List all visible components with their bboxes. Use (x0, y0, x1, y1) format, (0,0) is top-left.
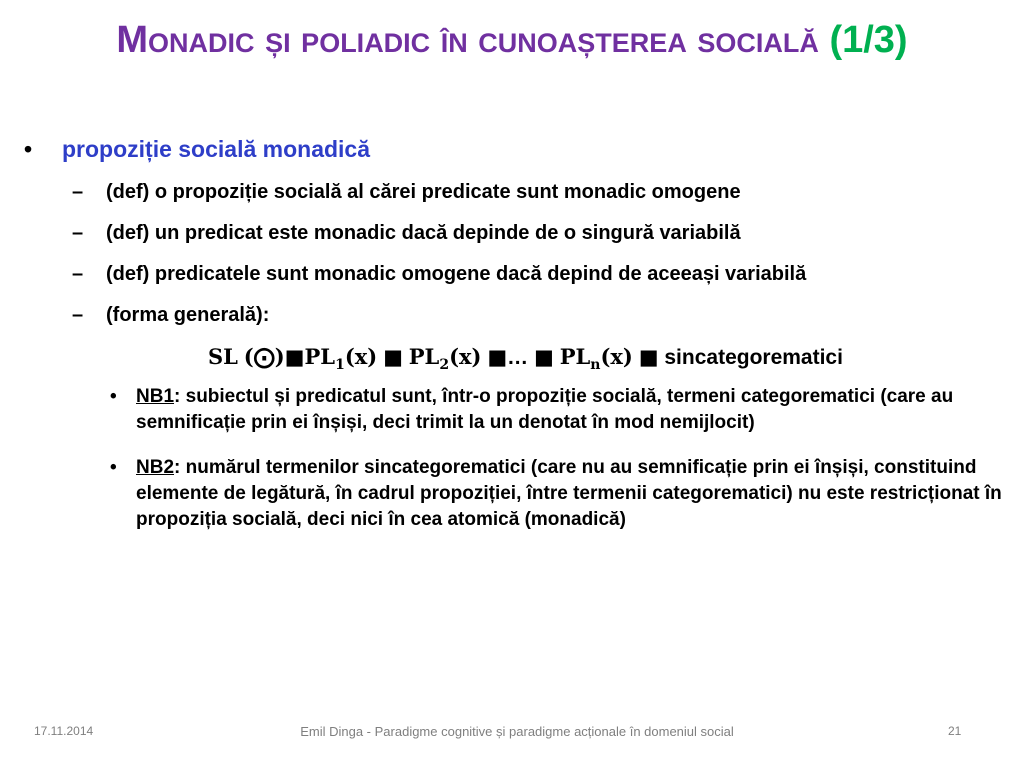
formula-tail: sincategorematici (664, 346, 843, 369)
main-bullet (24, 134, 370, 164)
dash-icon: – (72, 181, 84, 203)
sub-item-definition-2 (72, 220, 741, 246)
main-bullet-text: propoziție socială monadică (62, 136, 371, 162)
formula-pl: PL (559, 344, 591, 369)
square-icon: ■ (487, 345, 508, 369)
bullet-icon: • (110, 457, 117, 478)
page-number: 21 (948, 724, 962, 738)
formula-sub: n (590, 357, 601, 374)
dash-icon: – (72, 222, 84, 244)
formula-x: (x) (449, 344, 482, 369)
sub-item-text: (def) o propoziție socială al cărei predicate sunt monadic omogene (106, 181, 741, 203)
formula-sl: SL (208, 344, 238, 369)
square-icon: ■ (534, 345, 554, 369)
sub-item-text: (def) predicatele sunt monadic omogene dacă depind de aceeași variabilă (106, 263, 807, 285)
sub-item-definition-1 (72, 179, 741, 205)
formula-arg: (⨀) (243, 344, 285, 369)
dash-icon: – (72, 304, 84, 326)
note-label: NB2 (136, 457, 175, 478)
note-nb1 (110, 384, 1010, 436)
note-nb2 (110, 455, 1010, 533)
sub-item-general-form (72, 302, 269, 328)
formula-sub: 2 (439, 357, 450, 374)
note-text: : subiectul și predicatul sunt, într-o propoziție socială, termeni categorematici (care au semnificație prin ei înșiși, deci trimit la un denotat în mod nemijlocit) (136, 386, 954, 433)
formula-pl: PL (304, 344, 336, 369)
formula-dots: … (507, 346, 529, 369)
bullet-icon: • (110, 386, 117, 407)
footer-date: 17.11.2014 (34, 724, 94, 738)
footer-title: Emil Dinga - Paradigme cognitive și paradigme acționale în domeniul social (300, 724, 734, 739)
general-form-formula (208, 342, 843, 380)
title-main: Monadic și poliadic în cunoașterea socială (116, 19, 819, 61)
title-part-indicator: (1/3) (829, 19, 908, 61)
square-icon: ■ (383, 345, 403, 369)
sub-item-text: (forma generală): (106, 304, 270, 326)
sub-item-definition-3 (72, 261, 806, 287)
square-icon: ■ (638, 345, 659, 369)
formula-sub: 1 (335, 357, 345, 374)
bullet-icon: • (24, 136, 33, 162)
formula-x: (x) (344, 344, 378, 369)
square-icon: ■ (284, 345, 305, 369)
formula-x: (x) (600, 344, 633, 369)
slide-title (0, 16, 1024, 64)
note-label: NB1 (136, 386, 175, 407)
note-text: : numărul termenilor sincategorematici (care nu au semnificație prin ei înșiși, constituind elemente de legătură, în cadrul propoziției, între termenii categorematici) nu este restricționat în propoziția socială, deci nici în cea atomică (monadică) (136, 457, 1002, 530)
formula-pl: PL (408, 344, 440, 369)
dash-icon: – (72, 263, 84, 285)
sub-item-text: (def) un predicat este monadic dacă depinde de o singură variabilă (106, 222, 741, 244)
